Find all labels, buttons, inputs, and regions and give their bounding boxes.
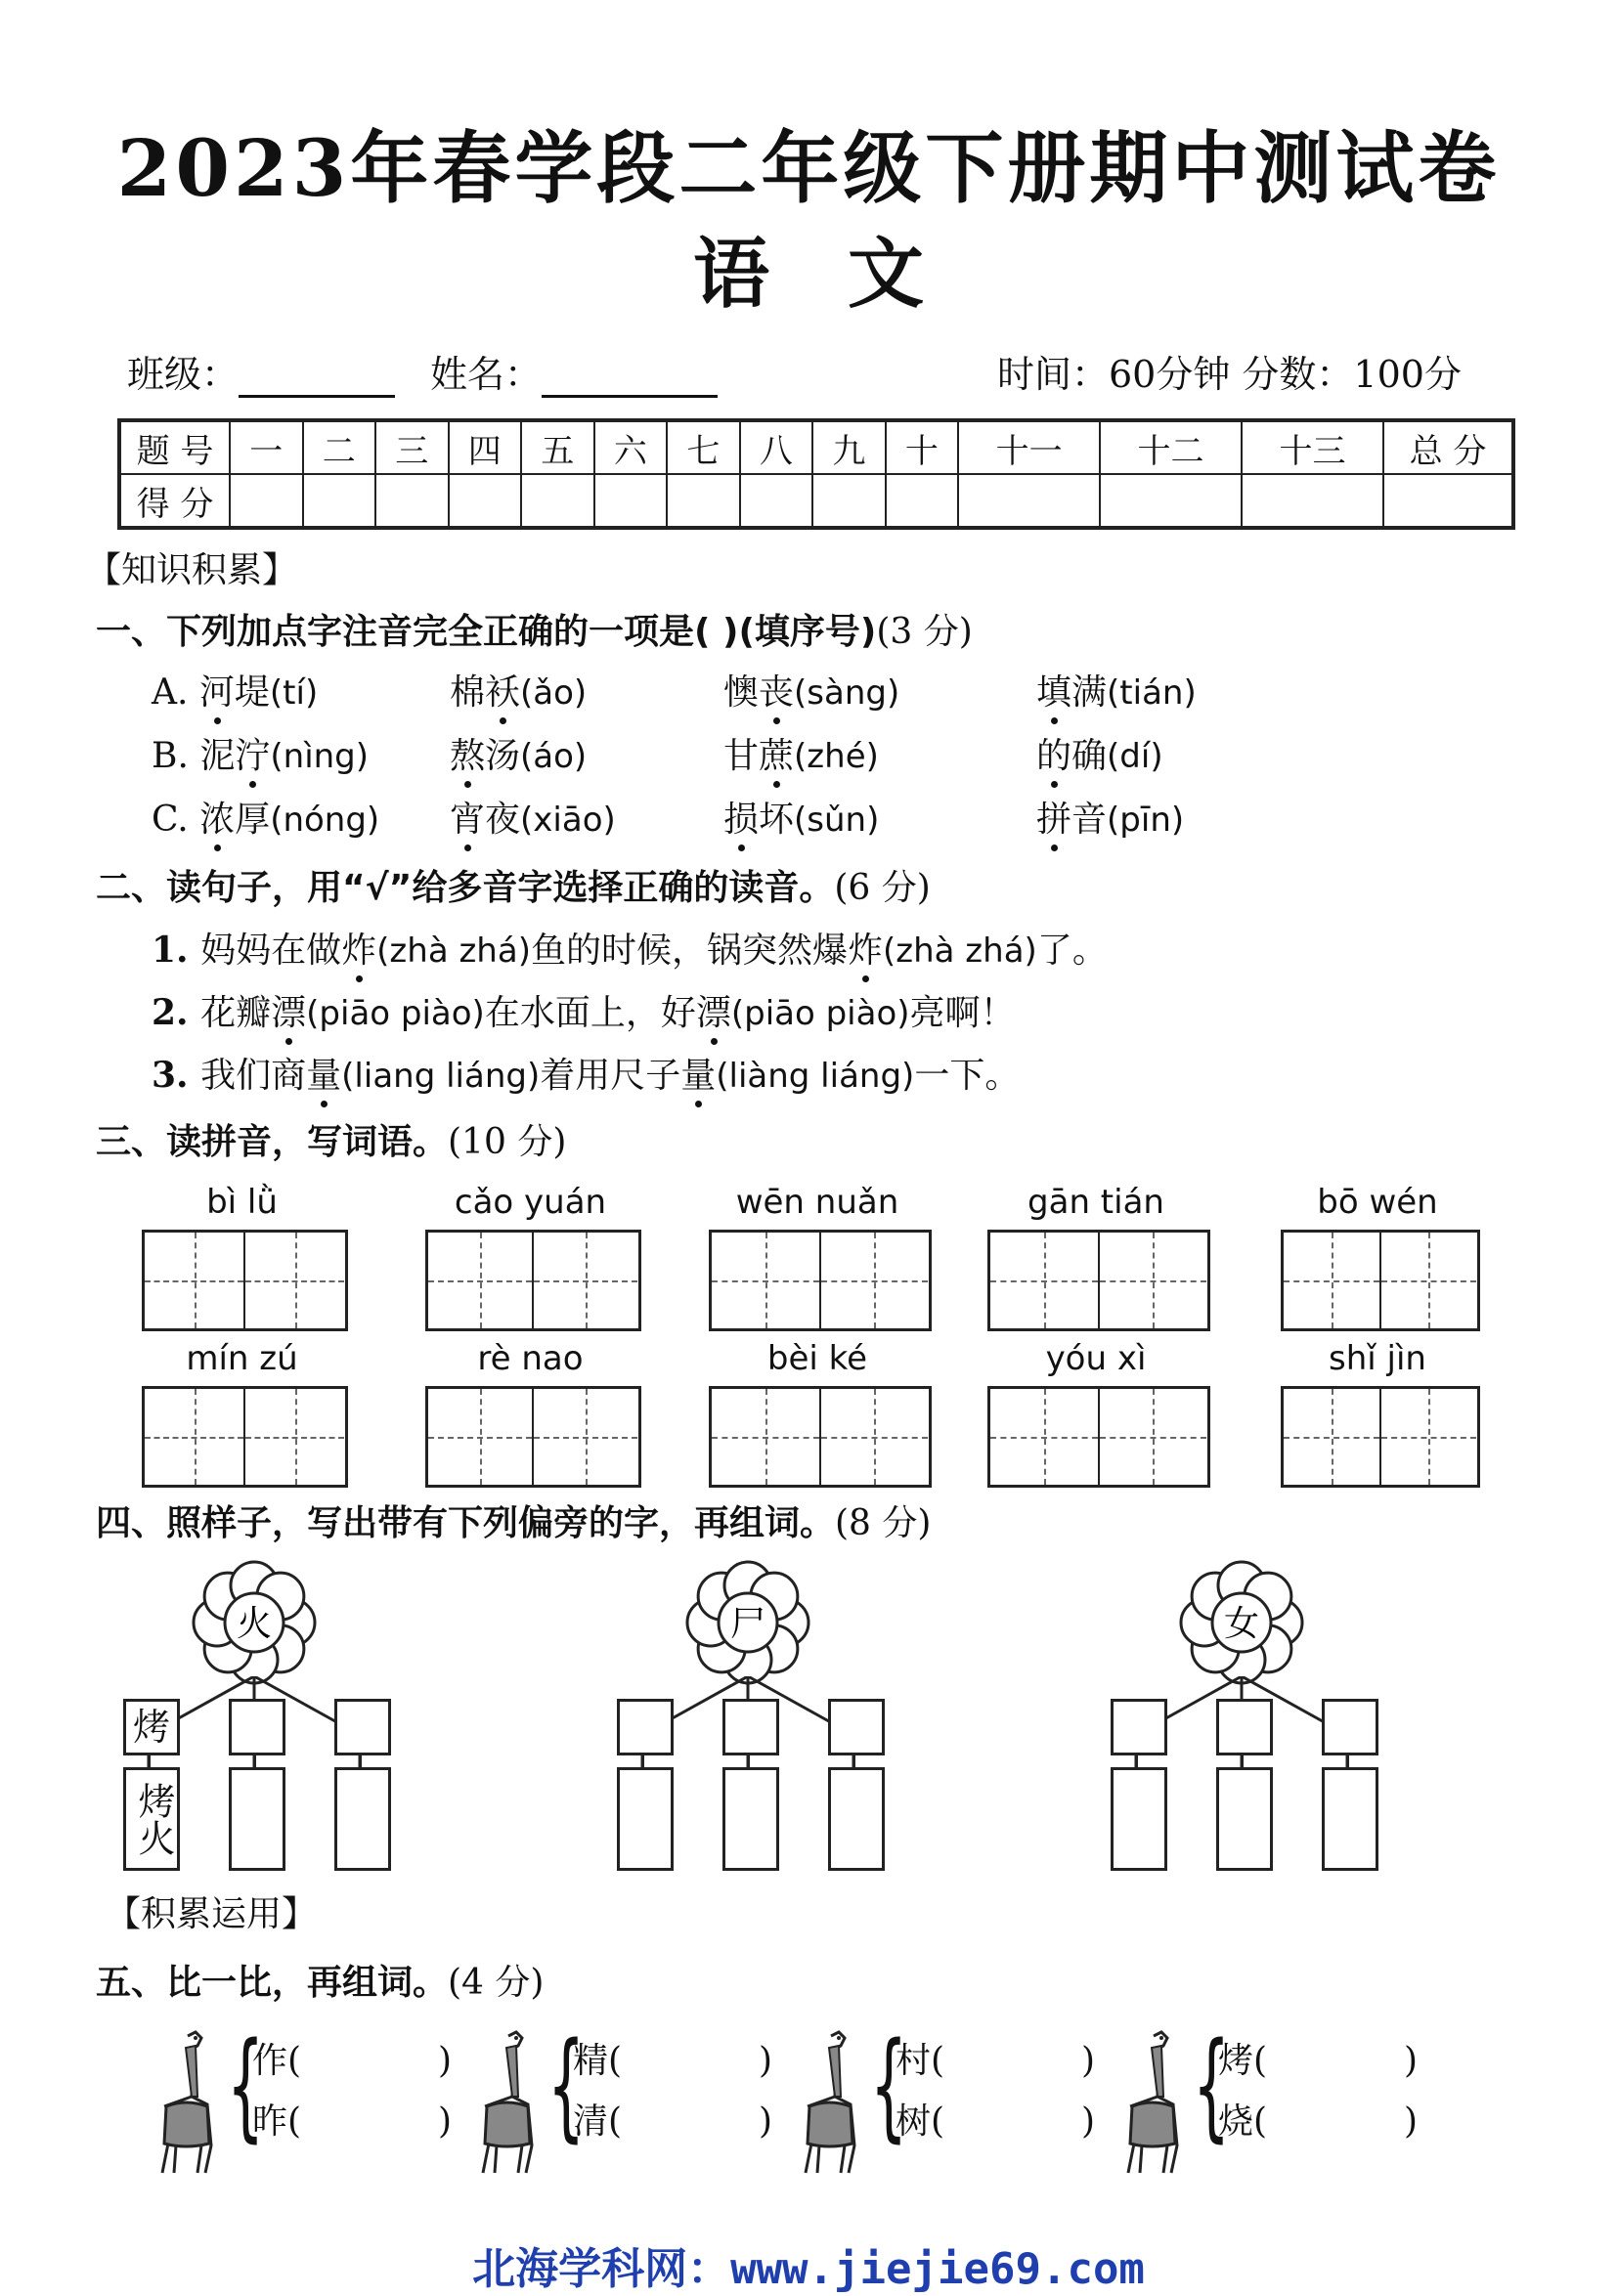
- giraffe-icon: [467, 2028, 546, 2175]
- q1-pinyin: (sàng): [794, 673, 900, 713]
- q5-word-row: [252, 2094, 477, 2144]
- q3-tian-grid[interactable]: [987, 1386, 1210, 1488]
- q1-char: 拼: [1036, 800, 1072, 840]
- q2-text: 了。: [1036, 931, 1108, 971]
- q1-pinyin: (xiāo): [520, 801, 616, 840]
- q4-char-box[interactable]: [1111, 1699, 1167, 1755]
- q4-word-box[interactable]: [334, 1767, 391, 1871]
- q5-close-paren: ): [438, 2041, 453, 2081]
- name-field: [430, 344, 718, 398]
- q3-tian-grid[interactable]: [709, 1230, 932, 1331]
- q5-char: 烧(: [1218, 2101, 1268, 2142]
- q4-char-box[interactable]: [1216, 1699, 1273, 1755]
- q2-polyphone: 量: [680, 1056, 717, 1096]
- score-header-cell: 二: [303, 420, 376, 474]
- tian-cell[interactable]: [1284, 1389, 1381, 1485]
- q1-option: [1036, 665, 1197, 715]
- q1-pinyin: (ǎo): [520, 673, 588, 713]
- q1-char: 懊: [723, 672, 760, 713]
- giraffe-icon: [1113, 2028, 1191, 2175]
- q2-polyphone: 漂: [695, 993, 731, 1033]
- score-cell[interactable]: [667, 474, 740, 528]
- q1-option: [1036, 728, 1163, 778]
- q2-text: 花瓣: [200, 993, 272, 1033]
- q4-word-box[interactable]: [617, 1767, 674, 1871]
- q1-pinyin: (nóng): [270, 801, 380, 840]
- giraffe-icon: [147, 2028, 225, 2175]
- score-header-cell: 九: [812, 420, 886, 474]
- q3-tian-grid[interactable]: [1281, 1386, 1480, 1488]
- q1-option-letter: C.: [152, 800, 200, 840]
- score-header-cell: 十: [886, 420, 959, 474]
- score-cell[interactable]: [1242, 474, 1383, 528]
- q4-connector: [253, 1753, 256, 1767]
- tian-cell[interactable]: [990, 1389, 1100, 1485]
- q1-char: 音: [1071, 800, 1108, 840]
- q2-points: (6 分): [834, 868, 931, 908]
- score-cell[interactable]: [1383, 474, 1513, 528]
- q1-heading-text: 一、下列加点字注音完全正确的一项是( )(填序号): [96, 612, 877, 652]
- q2-text: 在水面上，好: [484, 993, 696, 1033]
- q2-text: 亮啊！: [909, 993, 1016, 1033]
- q5-char: 树(: [896, 2101, 945, 2142]
- q4-heading-text: 四、照样子，写出带有下列偏旁的字，再组词。: [96, 1503, 836, 1543]
- q5-char: 烤(: [1218, 2041, 1268, 2081]
- q5-heading-text: 五、比一比，再组词。: [96, 1963, 449, 2003]
- q4-word-box[interactable]: 烤火: [123, 1767, 180, 1871]
- q2-text: 一下。: [914, 1056, 1021, 1096]
- q1-option: [450, 728, 587, 778]
- q2-polyphone: 量: [306, 1056, 342, 1096]
- tian-cell[interactable]: [712, 1233, 821, 1328]
- q1-char: 棉: [450, 672, 486, 713]
- q1-char: 满: [1071, 672, 1108, 713]
- score-cell[interactable]: [886, 474, 959, 528]
- q1-char: 堤: [234, 672, 270, 713]
- score-header-cell: 十三: [1242, 420, 1383, 474]
- q3-tian-grid[interactable]: [425, 1386, 641, 1488]
- q3-points: (10 分): [448, 1122, 567, 1162]
- score-header-cell: 十一: [958, 420, 1100, 474]
- q5-close-paren: ): [1404, 2101, 1419, 2142]
- footer-site-name: 北海学科网：: [472, 2244, 731, 2294]
- score-header-cell: 一: [230, 420, 303, 474]
- q2-polyphone: 漂: [271, 993, 307, 1033]
- q5-close-paren: ): [438, 2101, 453, 2142]
- q1-pinyin: (pīn): [1107, 801, 1185, 840]
- q2-choice[interactable]: (zhà zhá): [883, 931, 1037, 971]
- q2-choice[interactable]: (piāo piào): [730, 994, 910, 1033]
- score-header-cell: 题 号: [119, 420, 230, 474]
- score-cell[interactable]: [740, 474, 813, 528]
- q3-tian-grid[interactable]: [142, 1386, 348, 1488]
- q2-heading: [96, 860, 931, 910]
- q1-char: 填: [1036, 672, 1072, 713]
- q1-char: 泥: [199, 736, 236, 776]
- score-row-label: 得 分: [119, 474, 230, 528]
- q1-char: 泞: [235, 736, 271, 776]
- score-cell[interactable]: [230, 474, 303, 528]
- score-cell[interactable]: [812, 474, 886, 528]
- q5-close-paren: ): [1081, 2041, 1096, 2081]
- score-header-cell: 总 分: [1383, 420, 1513, 474]
- q5-word-row: [252, 2033, 477, 2083]
- score-cell[interactable]: [449, 474, 522, 528]
- name-blank[interactable]: [542, 360, 718, 398]
- q2-sentence: [152, 1048, 1020, 1098]
- q5-word-row: [1218, 2033, 1443, 2083]
- score-cell[interactable]: [594, 474, 668, 528]
- q1-points: (3 分): [876, 612, 973, 652]
- class-field: [127, 344, 395, 398]
- q2-number: 3.: [152, 1055, 201, 1096]
- q4-connector: [1241, 1753, 1244, 1767]
- flower-icon: [191, 1559, 318, 1686]
- q4-connector: [747, 1753, 750, 1767]
- tian-cell[interactable]: [428, 1233, 534, 1328]
- q5-word-row: [896, 2094, 1120, 2144]
- q2-text: 着用尺子: [540, 1056, 681, 1096]
- class-label: 班级：: [127, 353, 240, 396]
- tian-cell[interactable]: [145, 1233, 245, 1328]
- q3-tian-grid[interactable]: [142, 1230, 348, 1331]
- score-header-cell: 六: [594, 420, 668, 474]
- q4-connector: [148, 1753, 151, 1767]
- q4-word-box[interactable]: [1216, 1767, 1273, 1871]
- tian-cell[interactable]: [145, 1389, 245, 1485]
- q5-word-row: [573, 2033, 798, 2083]
- q1-char: 丧: [759, 672, 795, 713]
- q1-option: [152, 792, 379, 842]
- q1-char: 浓: [199, 800, 236, 840]
- q1-option: [723, 665, 899, 715]
- q3-heading: [96, 1114, 566, 1164]
- q4-points: (8 分): [835, 1503, 932, 1543]
- q4-char-box[interactable]: [229, 1699, 285, 1755]
- tian-cell[interactable]: [428, 1389, 534, 1485]
- tian-cell[interactable]: [712, 1389, 821, 1485]
- tian-cell[interactable]: [821, 1233, 929, 1328]
- q2-choice[interactable]: (piāo piào): [306, 994, 485, 1033]
- q2-choice[interactable]: (liàng liáng): [716, 1057, 915, 1096]
- q1-char: 坏: [759, 800, 795, 840]
- tian-cell[interactable]: [534, 1389, 637, 1485]
- q4-word-box[interactable]: [722, 1767, 779, 1871]
- tian-cell[interactable]: [990, 1233, 1100, 1328]
- q2-choice[interactable]: (liang liáng): [341, 1057, 541, 1096]
- score-table-score-row: [119, 474, 1513, 528]
- q1-pinyin: (sǔn): [794, 801, 880, 840]
- footer-url[interactable]: www.jiejie69.com: [730, 2244, 1145, 2294]
- q5-close-paren: ): [759, 2041, 773, 2081]
- q2-text: 妈妈在做: [200, 931, 342, 971]
- q3-pinyin: wēn nuǎn: [735, 1183, 899, 1222]
- q1-heading: [96, 604, 973, 654]
- q5-word-row: [573, 2094, 798, 2144]
- q3-pinyin: cǎo yuán: [454, 1183, 607, 1222]
- q1-char: 蔗: [759, 736, 795, 776]
- score-table: [117, 418, 1515, 530]
- q1-option: [152, 665, 318, 715]
- q5-close-paren: ): [759, 2101, 773, 2142]
- score-header-cell: 七: [667, 420, 740, 474]
- q1-option: [152, 728, 369, 778]
- page-title: 2023年春学段二年级下册期中测试卷: [116, 122, 1501, 214]
- q5-word-row: [896, 2033, 1120, 2083]
- q4-connector: [641, 1753, 644, 1767]
- q5-char: 作(: [252, 2041, 302, 2081]
- q5-char: 昨(: [252, 2101, 302, 2142]
- class-blank[interactable]: [239, 360, 395, 398]
- q4-char-box[interactable]: 烤: [123, 1699, 180, 1755]
- q2-text: 鱼的时候，锅突然爆: [530, 931, 848, 971]
- tian-cell[interactable]: [245, 1233, 344, 1328]
- time-score: 时间：60分钟 分数：100分: [997, 353, 1462, 396]
- q4-radical: 火: [236, 1604, 273, 1644]
- score-header-cell: 三: [375, 420, 449, 474]
- q5-close-paren: ): [1404, 2041, 1419, 2081]
- q1-char: 损: [723, 800, 760, 840]
- q3-tian-grid[interactable]: [987, 1230, 1210, 1331]
- q4-char-box[interactable]: [828, 1699, 885, 1755]
- score-cell[interactable]: [521, 474, 594, 528]
- q1-option: [1036, 792, 1184, 842]
- q1-char: 袄: [485, 672, 521, 713]
- flower-icon: [1178, 1559, 1305, 1686]
- q2-heading-text: 二、读句子，用“√”给多音字选择正确的读音。: [96, 868, 835, 908]
- score-header-cell: 十二: [1100, 420, 1242, 474]
- score-cell[interactable]: [958, 474, 1100, 528]
- q4-word-box[interactable]: [1111, 1767, 1167, 1871]
- tian-cell[interactable]: [1284, 1233, 1381, 1328]
- q4-word-box[interactable]: [1322, 1767, 1378, 1871]
- q5-close-paren: ): [1081, 2101, 1096, 2142]
- q3-pinyin: rè nao: [477, 1339, 584, 1378]
- q4-connector: [359, 1753, 362, 1767]
- score-header-cell: 八: [740, 420, 813, 474]
- q1-char: 甘: [723, 736, 760, 776]
- q2-sentence: [152, 985, 1016, 1035]
- section-knowledge: 【知识积累】: [86, 550, 298, 590]
- q1-option-letter: B.: [152, 736, 200, 776]
- q1-char: 熬: [450, 736, 486, 776]
- q4-char-box[interactable]: [1322, 1699, 1378, 1755]
- q5-heading: [96, 1955, 544, 2005]
- q5-brace: {: [227, 2018, 265, 2154]
- q4-radical: 女: [1223, 1604, 1260, 1644]
- q4-char-box[interactable]: [617, 1699, 674, 1755]
- q3-pinyin: gān tián: [1027, 1183, 1164, 1222]
- q2-text: 我们商: [200, 1056, 307, 1096]
- q5-char: 村(: [896, 2041, 945, 2081]
- subject-char-2: 文: [848, 230, 925, 319]
- q5-points: (4 分): [448, 1963, 545, 2003]
- q3-pinyin: shǐ jìn: [1329, 1339, 1426, 1378]
- q2-sentence: [152, 923, 1108, 973]
- q3-tian-grid[interactable]: [1281, 1230, 1480, 1331]
- q1-pinyin: (zhé): [794, 737, 879, 776]
- q4-word-box[interactable]: [828, 1767, 885, 1871]
- q1-pinyin: (áo): [520, 737, 588, 776]
- q5-brace: {: [870, 2018, 908, 2154]
- subject-title: [0, 213, 1617, 323]
- section-application: 【积累运用】: [106, 1894, 318, 1934]
- subject-char-1: 语: [692, 230, 769, 319]
- q3-pinyin: yóu xì: [1045, 1339, 1147, 1378]
- tian-cell[interactable]: [1381, 1389, 1477, 1485]
- q3-tian-grid[interactable]: [709, 1386, 932, 1488]
- q4-radical: 尸: [729, 1604, 766, 1644]
- q5-char: 清(: [573, 2101, 623, 2142]
- q1-char: 宵: [450, 800, 486, 840]
- q1-option-letter: A.: [152, 672, 199, 713]
- score-cell[interactable]: [303, 474, 376, 528]
- q1-option: [723, 728, 879, 778]
- tian-cell[interactable]: [534, 1233, 637, 1328]
- q2-number: 2.: [152, 992, 201, 1033]
- q1-option: [450, 665, 587, 715]
- q1-pinyin: (dí): [1107, 737, 1163, 776]
- q1-pinyin: (tián): [1107, 673, 1197, 713]
- q1-char: 的: [1036, 736, 1072, 776]
- tian-cell[interactable]: [245, 1389, 344, 1485]
- q5-brace: {: [547, 2018, 586, 2154]
- q1-option: [450, 792, 616, 842]
- score-table-header-row: [119, 420, 1513, 474]
- q1-pinyin: (nìng): [270, 737, 370, 776]
- flower-icon: [684, 1559, 811, 1686]
- score-header-cell: 四: [449, 420, 522, 474]
- q1-char: 厚: [235, 800, 271, 840]
- q1-char: 汤: [485, 736, 521, 776]
- q3-tian-grid[interactable]: [425, 1230, 641, 1331]
- q1-option: [723, 792, 879, 842]
- q4-char-box[interactable]: [722, 1699, 779, 1755]
- q2-number: 1.: [152, 930, 201, 971]
- q2-polyphone: 炸: [847, 931, 883, 971]
- q5-word-row: [1218, 2094, 1443, 2144]
- q3-pinyin: bèi ké: [766, 1339, 868, 1378]
- q3-pinyin: mín zú: [186, 1339, 298, 1378]
- q2-polyphone: 炸: [341, 931, 377, 971]
- tian-cell[interactable]: [1100, 1233, 1207, 1328]
- q5-char: 精(: [573, 2041, 623, 2081]
- tian-cell[interactable]: [821, 1389, 929, 1485]
- q1-char: 夜: [485, 800, 521, 840]
- q1-pinyin: (tí): [269, 673, 319, 713]
- q3-heading-text: 三、读拼音，写词语。: [96, 1122, 449, 1162]
- score-cell[interactable]: [1100, 474, 1242, 528]
- q1-char: 确: [1071, 736, 1108, 776]
- score-cell[interactable]: [375, 474, 449, 528]
- giraffe-icon: [790, 2028, 868, 2175]
- tian-cell[interactable]: [1381, 1233, 1477, 1328]
- q5-brace: {: [1193, 2018, 1231, 2154]
- tian-cell[interactable]: [1100, 1389, 1207, 1485]
- q4-char-box[interactable]: [334, 1699, 391, 1755]
- score-header-cell: 五: [521, 420, 594, 474]
- q3-pinyin: bì lǜ: [206, 1183, 278, 1222]
- q4-heading: [96, 1495, 931, 1545]
- q4-connector: [1135, 1753, 1138, 1767]
- footer-watermark: [0, 2233, 1617, 2296]
- q2-choice[interactable]: (zhà zhá): [376, 931, 531, 971]
- q4-connector: [1346, 1753, 1349, 1767]
- q3-pinyin: bō wén: [1317, 1183, 1438, 1222]
- name-label: 姓名：: [430, 353, 543, 396]
- q4-connector: [852, 1753, 855, 1767]
- q4-word-box[interactable]: [229, 1767, 285, 1871]
- q1-char: 河: [198, 672, 235, 713]
